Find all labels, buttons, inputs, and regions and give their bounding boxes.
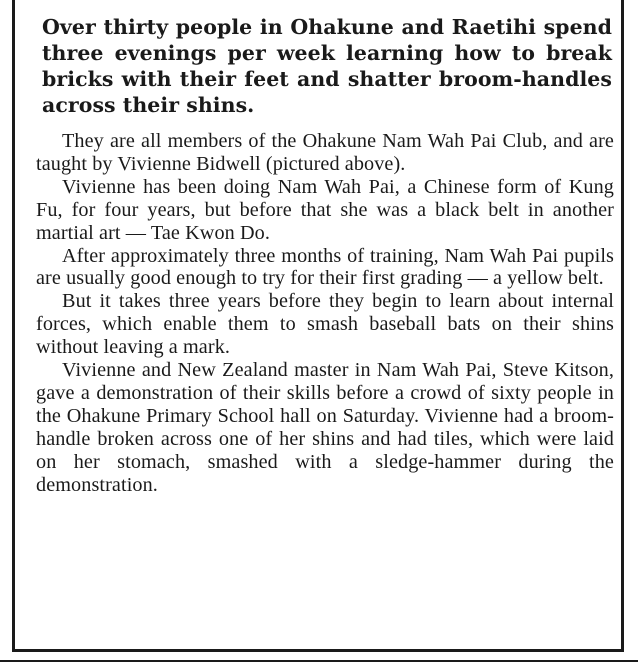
article-paragraph-4: But it takes three years before they begin to learn about internal forces, which enable them to smash baseball bats on their shins without leaving a mark. [36,290,614,359]
article-headline: Over thirty people in Ohakune and Raetihi spend three evenings per week learning how to break bricks with their feet and shatter broom-handles across their shins. [42,15,612,117]
article-paragraph-1: They are all members of the Ohakune Nam Wah Pai Club, and are taught by Vivienne Bidwell (pictured above). [36,130,614,175]
article-paragraph-2: Vivienne has been doing Nam Wah Pai, a Chinese form of Kung Fu, for four years, but before that she was a black belt in another martial art — Tae Kwon Do. [36,175,614,244]
article-paragraph-3: After approximately three months of training, Nam Wah Pai pupils are usually good enough to try for their first grading — a yellow belt. [36,244,614,290]
article-paragraph-5: Vivienne and New Zealand master in Nam Wah Pai, Steve Kitson, gave a demonstration of their skills before a crowd of sixty people in the Ohakune Primary School hall on Saturday. Vivienne had a broom-handle broken across one of her shins and had tiles, which were laid on her stomach, smashed with a sledge-hammer during the demonstration. [36,359,614,496]
article-body [36,130,614,497]
bottom-rule [0,660,638,662]
